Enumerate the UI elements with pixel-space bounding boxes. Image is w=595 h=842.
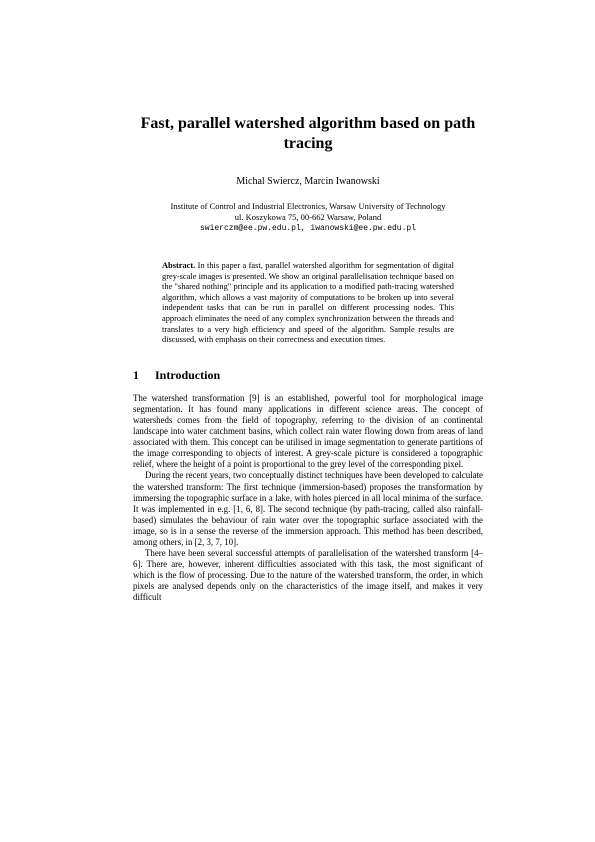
affiliation <box>133 201 483 234</box>
abstract-label: Abstract. <box>162 261 196 270</box>
authors: Michal Swiercz, Marcin Iwanowski <box>236 176 380 187</box>
abstract <box>162 261 454 346</box>
author-emails: swierczm@ee.pw.edu.pl, iwanowski@ee.pw.edu.pl <box>199 224 417 233</box>
affiliation-institute: Institute of Control and Industrial Electronics, Warsaw University of Technology <box>170 201 446 211</box>
body-paragraph: The watershed transformation [9] is an established, powerful tool for morphological image segmentation. It has found many applications in different science areas. The concept of watersheds comes from the field of topography, referring to the division of an continental landscape into water catchment basins, which collect rain water flowing down from areas of land associated with them. This concept can be utilised in image segmentation to generate partitions of the image corresponding to objects of interest. A grey-scale picture is considered a topographic relief, where the height of a point is proportional to the grey level of the corresponding pixel. <box>133 392 483 470</box>
page-content <box>133 112 483 604</box>
paper-title: Fast, parallel watershed algorithm based on path tracing <box>140 115 476 152</box>
body-paragraph: During the recent years, two conceptually distinct techniques have been developed to calculate the watershed transform: The first technique (immersion-based) proposes the transformation by immersing the topographic surface in a lake, with holes pierced in all local minima of the surface. It was implemented in e.g. [1, 6, 8]. The second technique (by path-tracing, called also rainfall-based) simulates the behaviour of rain water over the topographic surface associated with the image, so is in a sense the reverse of the immersion approach. This method has been described, among others, in [2, 3, 7, 10]. <box>133 470 483 547</box>
abstract-text: In this paper a fast, parallel watershed algorithm for segmentation of digital grey-scale images is presented. We show an original parallelisation technique based on the "shared nothing" principle and its application to a modified path-tracing watershed algorithm, which allows a vast majority of computations to be broken up into several independent tasks that can be run in parallel on different processing nodes. This approach eliminates the need of any complex synchronization between the threads and translates to a very high efficiency and speed of the algorithm. Sample results are discussed, with emphasis on their correctness and execution times. <box>162 261 455 345</box>
body-paragraph: There have been several successful attempts of parallelisation of the watershed transform [4–6]. There are, however, inherent difficulties associated with this task, the most significant of which is the flow of processing. Due to the nature of the watershed transform, the order, in which pixels are analysed depends only on the characteristics of the image itself, and makes it very difficult <box>133 548 483 603</box>
section-title: Introduction <box>155 367 221 382</box>
section-heading <box>133 368 483 383</box>
section-number: 1 <box>133 367 139 382</box>
affiliation-address: ul. Koszykowa 75, 00-662 Warsaw, Poland <box>234 212 382 222</box>
